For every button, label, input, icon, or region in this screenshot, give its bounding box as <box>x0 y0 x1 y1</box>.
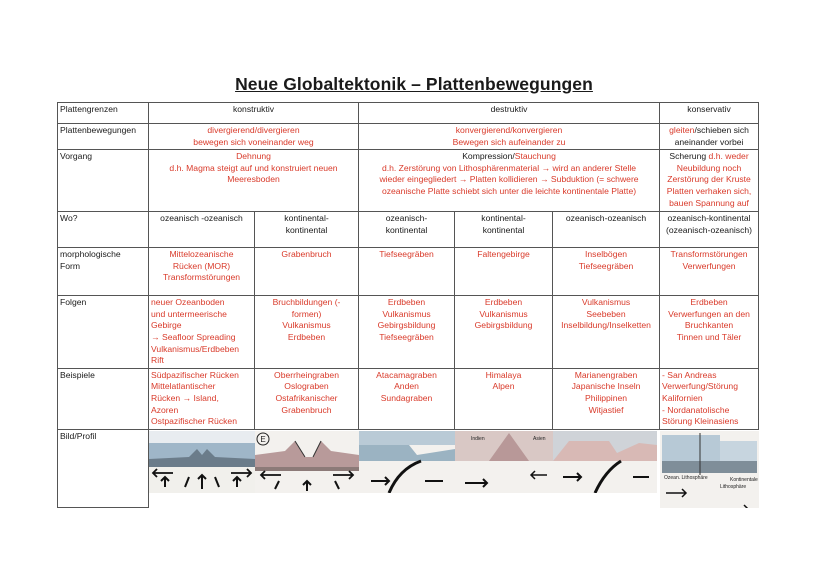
cell <box>553 248 660 296</box>
cell <box>553 212 660 248</box>
text-line: Erdbeben <box>287 331 326 342</box>
text-line: Vulkanismus <box>479 308 528 319</box>
mor-diagram <box>149 431 255 493</box>
cell <box>553 296 660 369</box>
row-label: Wo? <box>58 212 149 248</box>
text-line: aneinander vorbei <box>674 136 744 147</box>
cell <box>660 368 759 429</box>
cell <box>149 248 255 296</box>
text-line: kontinental <box>385 224 428 235</box>
text-line: Transformstörungen <box>670 249 748 260</box>
text-line: kontinental- <box>481 213 526 224</box>
text-line: Vulkanismus/Erdbeben <box>151 343 240 354</box>
text-line: Tiefseegräben <box>379 331 434 342</box>
text-line: d.h. Zerstörung von Lithosphärenmaterial → wird an anderer Stelle <box>381 162 637 173</box>
text-line: Inselbildung/Inselketten <box>561 320 651 331</box>
text-line: ozeanisch- <box>385 213 428 224</box>
text-line: ozeanisch-ozeanisch <box>565 213 647 224</box>
text-line: und untermeerische <box>151 308 227 319</box>
sketch-subduktion <box>359 429 660 508</box>
text-line: Sundagraben <box>380 392 433 403</box>
cell <box>455 296 553 369</box>
sketch-label-kontinentale: Kontinentale <box>729 476 758 483</box>
plate-tectonics-table <box>57 102 759 519</box>
sketch-label-e: E <box>259 434 266 444</box>
text-line: Verwerfung/Störung <box>662 381 738 392</box>
row-label: Plattengrenzen <box>58 103 149 124</box>
text: Kompression/ <box>462 151 515 162</box>
sketch-grabenbruch <box>255 429 359 508</box>
header-konservativ: konservativ <box>660 103 759 124</box>
cell <box>255 368 359 429</box>
text-line: Ostpazifischer Rücken <box>151 416 237 427</box>
text-line: divergierend/divergieren <box>207 125 300 135</box>
text-line: Oslograben <box>284 381 329 392</box>
row-plattenbewegungen <box>58 124 759 150</box>
cell <box>149 212 255 248</box>
sketch-label-lithosphaere: Lithosphäre <box>719 483 746 490</box>
row-vorgang <box>58 150 759 212</box>
row-label: Plattenbewegungen <box>58 124 149 150</box>
text-line: Platten verhaken sich, <box>666 185 752 196</box>
text-line: Gebirge <box>151 320 182 331</box>
text-line: Form <box>60 260 81 271</box>
text-line: Alpen <box>492 381 515 392</box>
text-line: Neubildung noch <box>676 162 742 173</box>
text-line: Bruchkanten <box>684 320 734 331</box>
cell <box>359 296 455 369</box>
text-line: (ozeanisch-ozeanisch) <box>666 224 753 235</box>
text-red: gleiten <box>669 125 695 135</box>
text-line: Inselbögen <box>584 249 628 260</box>
text-line: kontinental- <box>284 213 329 224</box>
text-line: Kalifornien <box>662 392 703 403</box>
rift-diagram <box>255 431 359 493</box>
text-line: bauen Spannung auf <box>669 197 749 208</box>
text-line: neuer Ozeanboden <box>151 297 225 308</box>
text-line: Grabenbruch <box>281 404 332 415</box>
cell <box>553 368 660 429</box>
text-line: wieder eingegliedert → Platten kollidieren → Subduktion (= schwere <box>379 174 639 185</box>
cell <box>455 248 553 296</box>
text-line: d.h. Magma steigt auf und konstruiert neuen <box>169 162 338 173</box>
transform-diagram: Ozean. Lithosphäre Kontinentale Lithosphäre Mantelkonvektion <box>660 431 759 508</box>
text-line: ozeanische Platte schiebt sich unter die leichte kontinentale Platte) <box>381 185 637 196</box>
text-line: Rücken → Island, <box>151 392 219 403</box>
text-line: Tiefseegräben <box>379 249 434 260</box>
text-line: Japanische Inseln <box>571 381 641 392</box>
text-red: Stauchung <box>514 151 556 162</box>
text-line: Verwerfungen an den <box>668 308 750 319</box>
text-line: Gebirgsbildung <box>474 320 533 331</box>
sketch-label-ozean-lithosphaere: Ozean. Lithosphäre <box>663 474 708 481</box>
text-line: Vulkanismus <box>282 320 331 331</box>
cell-konservativ <box>660 150 759 212</box>
text-line: kontinental <box>285 224 328 235</box>
text-line: kontinental <box>482 224 525 235</box>
cell <box>359 212 455 248</box>
page-title: Neue Globaltektonik – Plattenbewegungen <box>235 74 593 94</box>
text-line: Ostafrikanischer <box>275 392 338 403</box>
text-line: ozeanisch-kontinental <box>667 213 751 224</box>
sketch-mor <box>149 429 255 508</box>
text-red: d.h. weder <box>708 151 749 162</box>
text-line: Mittelatlantischer <box>151 381 216 392</box>
row-bild-profil <box>58 429 759 508</box>
cell-konstruktiv <box>149 150 359 212</box>
text-line: Störung Kleinasiens <box>662 416 739 427</box>
text-line: Atacamagraben <box>376 369 437 380</box>
text-line: Oberrheingraben <box>274 369 339 380</box>
text-line: Anden <box>394 381 419 392</box>
cell <box>149 368 255 429</box>
cell <box>255 212 359 248</box>
cell <box>455 368 553 429</box>
row-label <box>58 248 149 296</box>
text-line: Verwerfungen <box>682 260 736 271</box>
cell <box>255 248 359 296</box>
text-line: Grabenbruch <box>281 249 332 260</box>
text-line: Dehnung <box>236 151 271 162</box>
text-line: konvergierend/konvergieren <box>455 125 563 135</box>
text-line: Bewegen sich aufeinander zu <box>452 136 566 147</box>
text-line: ozeanisch -ozeanisch <box>160 213 243 224</box>
text-line: Gebirgsbildung <box>377 320 436 331</box>
cell-konstruktiv <box>149 124 359 150</box>
text-line: Seebeben <box>586 308 626 319</box>
cell <box>359 368 455 429</box>
text-line: Südpazifischer Rücken <box>151 369 239 380</box>
text: Scherung <box>669 151 709 162</box>
row-morphologische-form <box>58 248 759 296</box>
text-line: Tiefseegräben <box>578 260 634 271</box>
row-beispiele <box>58 368 759 429</box>
sketch-transform <box>660 429 759 519</box>
text-line: Meeresboden <box>227 174 280 185</box>
text-line: Faltengebirge <box>477 249 530 260</box>
text: /schieben sich <box>694 125 749 135</box>
text-line: → Seafloor Spreading <box>151 331 236 342</box>
cell-destruktiv <box>359 150 660 212</box>
cell-konservativ <box>660 124 759 150</box>
row-label: Bild/Profil <box>58 429 149 508</box>
text-line: Azoren <box>151 404 179 415</box>
cell <box>660 212 759 248</box>
text-line: Vulkanismus <box>382 308 431 319</box>
text-line: Witjastief <box>588 404 624 415</box>
cell <box>660 248 759 296</box>
text-line: Bruchbildungen (- <box>272 297 341 308</box>
text-line: formen) <box>291 308 322 319</box>
text-line: morphologische <box>60 249 121 260</box>
sketch-label-asien: Asien <box>532 435 546 442</box>
row-plattengrenzen <box>58 103 759 124</box>
header-konstruktiv: konstruktiv <box>149 103 359 124</box>
row-wo <box>58 212 759 248</box>
header-destruktiv: destruktiv <box>359 103 660 124</box>
text-line: Erdbeben <box>387 297 426 308</box>
text-line: Mittelozeanische <box>169 249 234 260</box>
text-line: Rücken (MOR) <box>172 260 231 271</box>
text-line: Philippinen <box>585 392 628 403</box>
text-line: Zerstörung der Kruste <box>667 174 751 185</box>
text-line: Transformstörungen <box>162 272 241 283</box>
subduction-diagram <box>359 431 657 493</box>
text-line: Himalaya <box>485 369 522 380</box>
cell <box>660 296 759 369</box>
row-folgen <box>58 296 759 369</box>
text-line: bewegen sich voneinander weg <box>193 136 314 147</box>
text-line: Erdbeben <box>484 297 523 308</box>
text-line: Rift <box>151 355 164 366</box>
cell <box>455 212 553 248</box>
text-line: - Nordanatolische <box>662 404 730 415</box>
sketch-label-indien: Indien <box>470 435 485 442</box>
text-line: - San Andreas <box>662 369 717 380</box>
row-label: Folgen <box>58 296 149 369</box>
cell-destruktiv <box>359 124 660 150</box>
text-line: Vulkanismus <box>581 297 631 308</box>
cell <box>255 296 359 369</box>
row-label: Vorgang <box>58 150 149 212</box>
text-line: Tinnen und Täler <box>676 331 742 342</box>
cell <box>359 248 455 296</box>
cell <box>149 296 255 369</box>
row-label: Beispiele <box>58 368 149 429</box>
text-line: Marianengraben <box>574 369 638 380</box>
text-line: Erdbeben <box>690 297 728 308</box>
